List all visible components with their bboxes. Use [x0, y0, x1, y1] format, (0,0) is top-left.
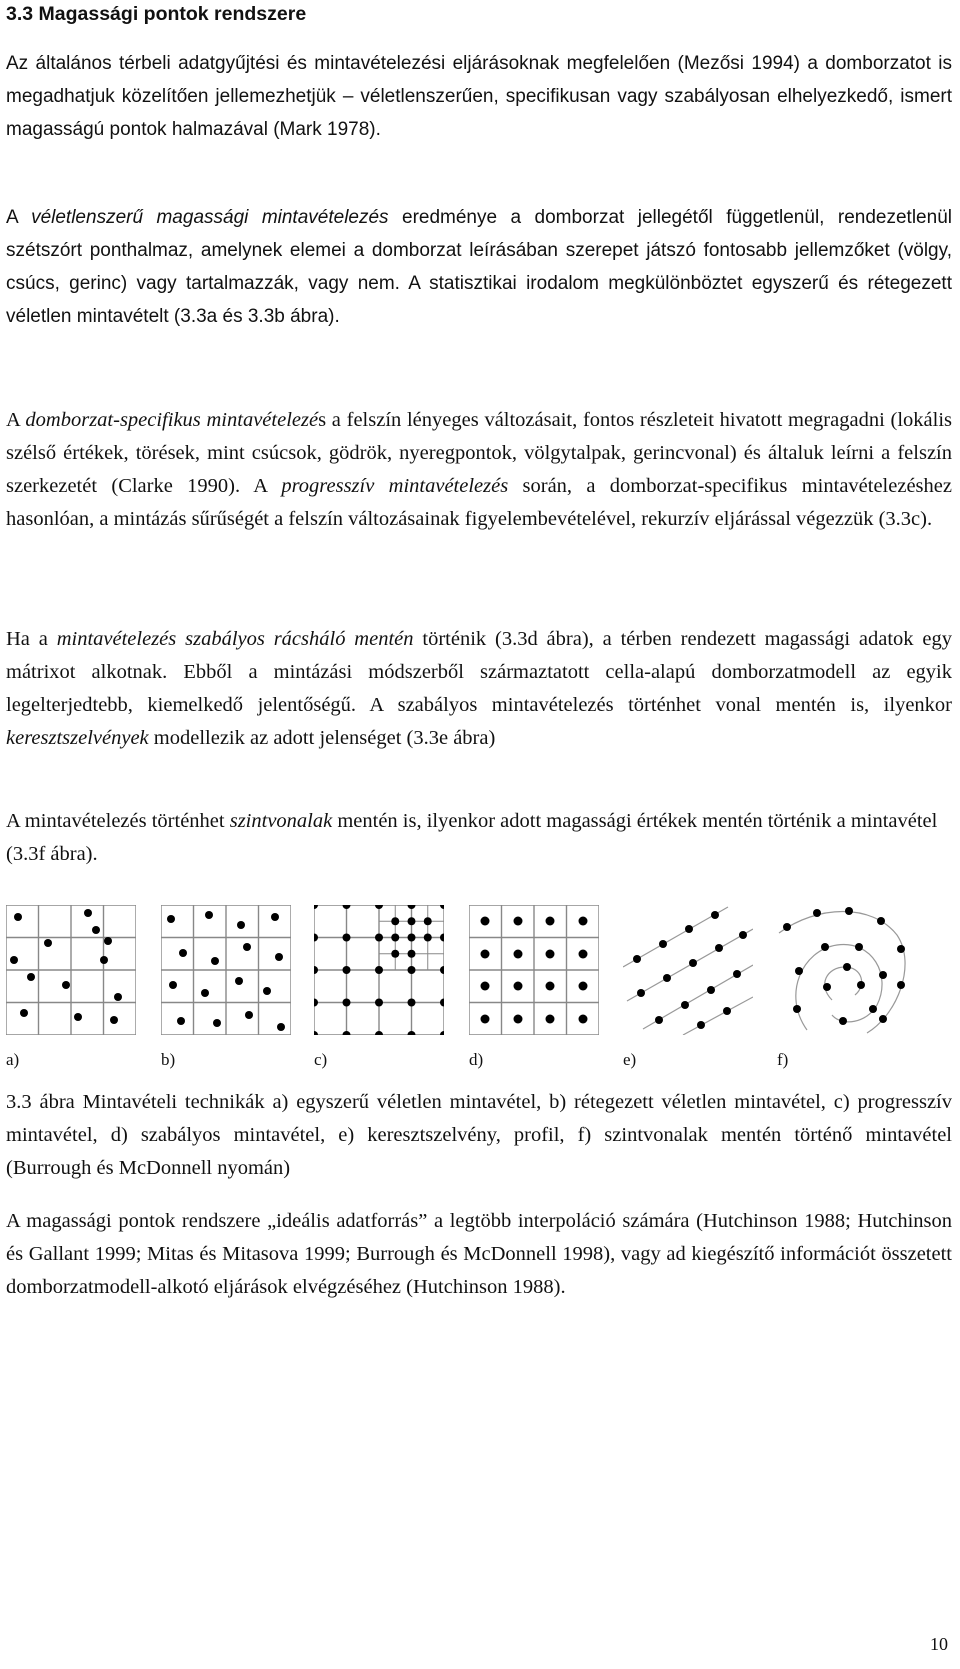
regular-grid-sampling-diagram [469, 905, 599, 1035]
paragraph-contour-sampling [6, 805, 952, 871]
text-run: modellezik az adott jelenséget (3.3e ábra) [148, 727, 496, 749]
figure-panel-f [777, 905, 907, 1035]
italic-term: keresztszelvények [6, 727, 149, 749]
italic-term: mintavételezés szabályos rácsháló mentén [56, 628, 414, 650]
text-run: Ha a [6, 628, 57, 650]
figure-label-e: e) [623, 1050, 637, 1069]
italic-term: domborzat-specifikus mintavételezé [25, 409, 319, 431]
italic-term: véletlenszerű magassági mintavételezés [31, 207, 389, 228]
text-run: történik (3.3d ábra), a térben rendezett magassági adatok egy mátrixot alkotnak. Ebből a mintázási módszerből származtatott cella-alapú domborzatmodell az egyik legelterjedtebb, kiemelkedő jelentőségű. A szabályos mintavételezés történhet vonal mentén is, ilyenkor [6, 628, 952, 716]
figure-label-c: c) [314, 1050, 328, 1069]
page-number: 10 [930, 1634, 948, 1654]
figure-panel-e [623, 905, 753, 1035]
figure-label-f: f) [777, 1050, 789, 1069]
figure-panel-b [161, 905, 291, 1035]
paragraph-specific-sampling [6, 404, 952, 536]
stratified-sampling-diagram [161, 905, 291, 1035]
text-run: A [6, 409, 26, 431]
text-run: s a felszín lényeges változásait, fontos részleteit hivatott megragadni (lokális szélső értékek, törések, mint csúcsok, gödrök, nyeregpontok, völgytalpak, gerincvonal) és általuk leírni a felszín szerkezetét (Clarke 1990). A [6, 409, 952, 497]
random-sampling-diagram [6, 905, 136, 1035]
cross-section-sampling-diagram [623, 905, 753, 1035]
text-run: során, a domborzat-specifikus mintavételezéshez hasonlóan, a mintázás sűrűségét a felszín változásainak figyelembevételével, rekurzív eljárással végezzük (3.3c). [6, 475, 952, 530]
progressive-sampling-diagram [314, 905, 444, 1035]
paragraph-random-sampling [6, 201, 952, 333]
figure-label-b: b) [161, 1050, 176, 1069]
figure-label-d: d) [469, 1050, 484, 1069]
paragraph-grid-sampling [6, 623, 952, 755]
figure-label-a: a) [6, 1050, 20, 1069]
text-run: mentén is, ilyenkor adott magassági értékek mentén történik a mintavétel (3.3f ábra). [6, 810, 938, 865]
figure-panel-a [6, 905, 136, 1035]
contour-sampling-diagram [777, 905, 907, 1035]
section-heading: 3.3 Magassági pontok rendszere [6, 3, 307, 25]
text-run: A [6, 207, 32, 228]
italic-term: progresszív mintavételezés [281, 475, 509, 497]
paragraph-intro: Az általános térbeli adatgyűjtési és mintavételezési eljárásoknak megfelelően (Mezősi 1994) a domborzatot is megadhatjuk közelítően jellemezhetjük – véletlenszerűen, specifikusan vagy szabályosan elhelyezkedő, ismert magasságú pontok halmazával (Mark 1978). [6, 53, 952, 140]
italic-term: szintvonalak [229, 810, 333, 832]
figure-caption: 3.3 ábra Mintavételi technikák a) egyszerű véletlen mintavétel, b) rétegezett véletlen mintavétel, c) progresszív mintavétel, d) szabályos mintavétel, e) keresztszelvény, profil, f) szintvonalak mentén történő mintavétel (Burrough és McDonnell nyomán) [6, 1091, 952, 1179]
text-run: eredménye a domborzat jellegétől függetlenül, rendezetlenül szétszórt ponthalmaz, amelynek elemei a domborzat leírásában szerepet játszó fontosabb jellemzőket (völgy, csúcs, gerinc) vagy tartalmazzák, vagy nem. A statisztikai irodalom megkülönböztet egyszerű és rétegezett véletlen mintavételt (3.3a és 3.3b ábra). [6, 207, 952, 327]
figure-panel-d [469, 905, 599, 1035]
text-run: A mintavételezés történhet [6, 810, 230, 832]
figure-panel-c [314, 905, 444, 1035]
paragraph-data-source: A magassági pontok rendszere „ideális adatforrás” a legtöbb interpoláció számára (Hutchinson 1988; Hutchinson és Gallant 1999; Mitas és Mitasova 1999; Burrough és McDonnell 1998), vagy ad kiegészítő információt összetett domborzatmodell-alkotó eljárások elvégzéséhez (Hutchinson 1988). [6, 1210, 952, 1298]
